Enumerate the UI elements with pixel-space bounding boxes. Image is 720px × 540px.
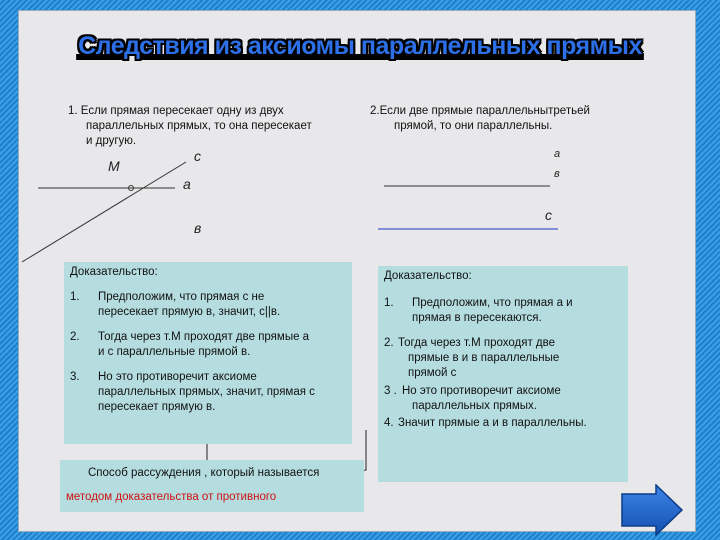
fig2-line-b-label: в — [554, 168, 560, 180]
proof-right-item-1-line-2: прямая в пересекаются. — [412, 312, 542, 324]
proof-left-item-3-num: 3. — [70, 371, 80, 383]
proof-left-item-3-line-2: параллельных прямых, значит, прямая с — [98, 386, 315, 398]
corollary-1-line-2: параллельных прямых, то она пересекает — [86, 120, 312, 132]
fig1-line-c-label: с — [194, 148, 201, 164]
corollary-1-line-3: и другую. — [86, 135, 137, 147]
proof-right-item-3-line-1: Но это противоречит аксиоме — [402, 385, 561, 397]
proof-box-right — [378, 266, 628, 482]
page-title: Следствия из аксиомы параллельных прямых — [78, 32, 642, 60]
proof-right-item-3-num: 3 . — [384, 385, 397, 397]
proof-right-item-2-line-2: прямые в и в параллельные — [408, 352, 560, 364]
proof-box-left — [64, 262, 352, 444]
proof-left-item-1-line-1: Предположим, что прямая с не — [98, 291, 265, 303]
method-box — [60, 460, 364, 512]
proof-left-item-2-num: 2. — [70, 331, 80, 343]
proof-right-item-3-line-2: параллельных прямых. — [412, 400, 537, 412]
proof-left-item-1-line-2: пересекает прямую в, значит, с||в. — [98, 306, 281, 318]
proof-left-item-3-line-1: Но это противоречит аксиоме — [98, 371, 257, 383]
proof-right-item-2-line-1: Тогда через т.М проходят две — [398, 337, 555, 349]
fig1-line-c — [22, 162, 186, 262]
proof-right-item-4-num: 4. — [384, 417, 394, 429]
proof-right-item-2-line-3: прямой с — [408, 367, 457, 379]
proof-left-item-2-line-1: Тогда через т.М проходят две прямые а — [98, 331, 310, 343]
proof-left-item-1-num: 1. — [70, 291, 80, 303]
corollary-2-line-2: прямой, то они параллельны. — [394, 120, 553, 132]
proof-right-item-1-num: 1. — [384, 297, 394, 309]
proof-left-item-3-line-3: пересекает прямую в. — [98, 401, 216, 413]
fig2-line-a-label: а — [554, 148, 561, 160]
proof-right-item-1-line-1: Предположим, что прямая а и — [412, 297, 573, 309]
fig2-line-c-label: с — [545, 207, 552, 223]
method-line-1: Способ рассуждения , который называется — [88, 467, 320, 479]
proof-left-item-2-line-2: и с параллельные прямой в. — [98, 346, 251, 358]
fig1-point-m-label: М — [108, 158, 120, 174]
corollary-1-line-1: 1. Если прямая пересекает одну из двух — [68, 105, 284, 117]
proof-left-heading: Доказательство: — [70, 266, 158, 278]
corollary-2-line-1: 2.Если две прямые параллельнытретьей — [370, 105, 590, 117]
right-arrow-icon[interactable] — [620, 484, 684, 536]
fig1-line-b-label: в — [194, 220, 202, 236]
proof-right-heading: Доказательство: — [384, 270, 472, 282]
fig1-line-a-label: а — [183, 176, 191, 192]
proof-right-item-4-line-1: Значит прямые а и в параллельны. — [398, 417, 587, 429]
proof-right-item-2-num: 2. — [384, 337, 394, 349]
method-line-2: методом доказательства от противного — [66, 491, 277, 503]
